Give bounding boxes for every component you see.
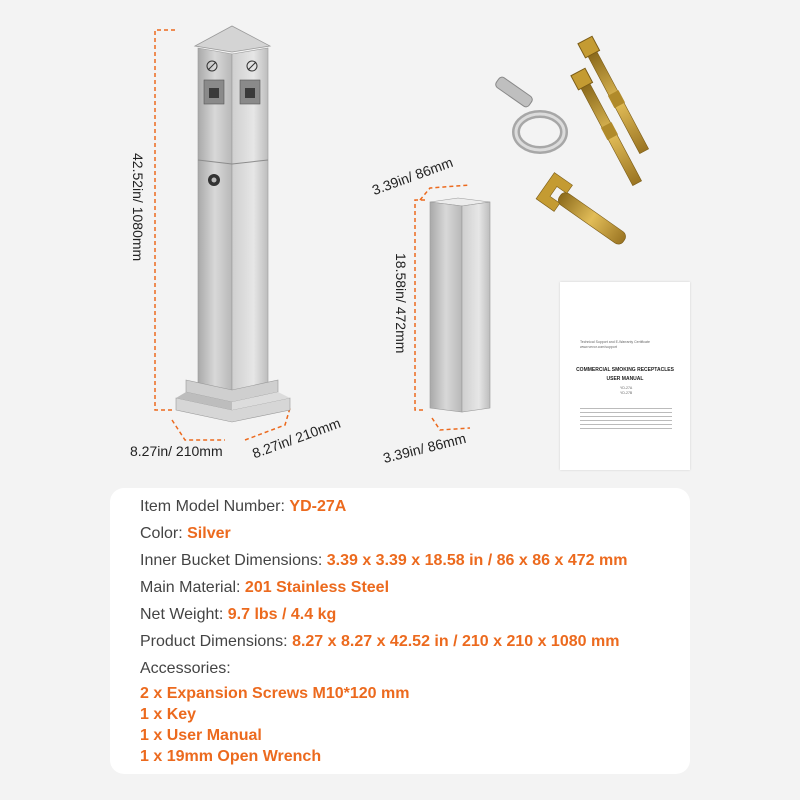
spec-weight: Net Weight: 9.7 lbs / 4.4 kg xyxy=(140,606,337,623)
inner-bucket-right xyxy=(462,202,490,412)
wrench-icon xyxy=(536,173,633,254)
manual-model-1: YD-27A xyxy=(620,386,633,390)
pillar-cap xyxy=(195,26,270,52)
spec-material: Main Material: 201 Stainless Steel xyxy=(140,579,390,596)
bucket-top-dimension-label: 3.39in/ 86mm xyxy=(369,153,456,199)
spec-product-dimensions: Product Dimensions: 8.27 x 8.27 x 42.52 in / 210 x 210 x 1080 mm xyxy=(140,633,620,650)
manual-header-line: Technical Support and E-Warranty Certificate www.vevor.com/support xyxy=(580,340,650,349)
bucket-bottom-dimension-label: 3.39in/ 86mm xyxy=(381,429,468,467)
spec-color: Color: Silver xyxy=(140,525,231,542)
manual-title: COMMERCIAL SMOKING RECEPTACLES xyxy=(576,367,674,373)
height-dimension-label: 42.52in/ 1080mm xyxy=(130,153,146,262)
base-width-dimension-label: 8.27in/ 210mm xyxy=(130,443,223,459)
accessory-item: 1 x 19mm Open Wrench xyxy=(140,748,322,765)
user-manual xyxy=(560,282,690,470)
accessory-item: 1 x User Manual xyxy=(140,727,262,744)
base-depth-dimension-label: 8.27in/ 210mm xyxy=(250,414,343,462)
key-icon xyxy=(494,76,564,150)
spec-inner-bucket: Inner Bucket Dimensions: 3.39 x 3.39 x 18.58 in / 86 x 86 x 472 mm xyxy=(140,552,628,569)
manual-subtitle: USER MANUAL xyxy=(606,376,644,382)
spec-card xyxy=(110,488,690,774)
inner-bucket-left xyxy=(430,202,462,412)
bucket-height-dimension-label: 18.58in/ 472mm xyxy=(393,253,409,354)
accessories-label: Accessories: xyxy=(140,660,231,677)
accessory-item: 1 x Key xyxy=(140,706,197,723)
accessory-item: 2 x Expansion Screws M10*120 mm xyxy=(140,685,410,702)
spec-model-number: Item Model Number: YD-27A xyxy=(140,498,347,515)
keyhole-icon xyxy=(208,174,220,186)
manual-model-2: YD-27B xyxy=(620,391,633,395)
manual-body-text xyxy=(580,408,672,432)
